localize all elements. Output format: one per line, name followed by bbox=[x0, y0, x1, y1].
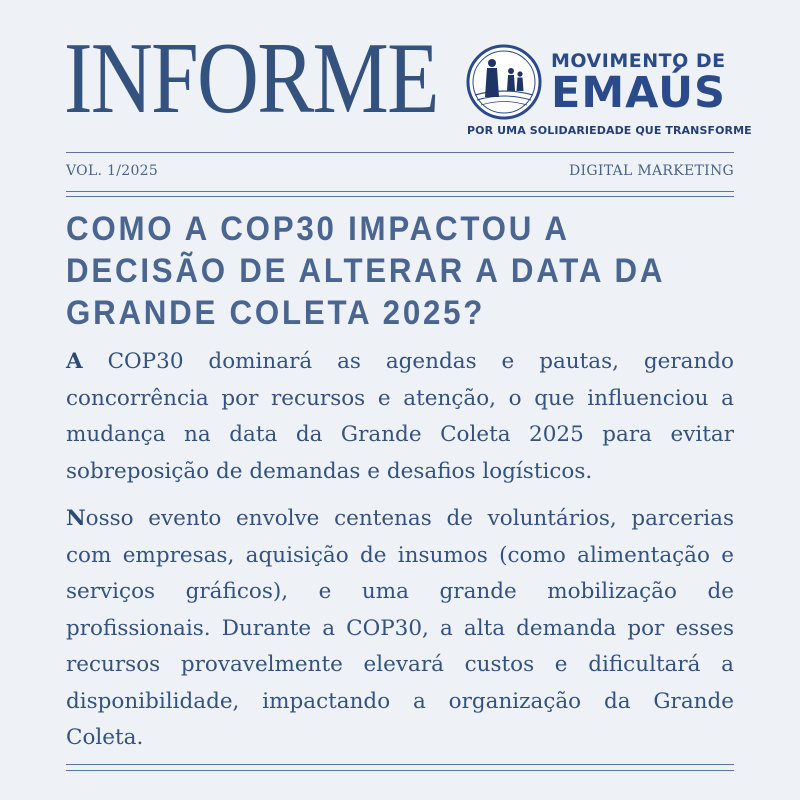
section-label: DIGITAL MARKETING bbox=[569, 163, 734, 179]
masthead-title: INFORME bbox=[64, 22, 438, 135]
top-divider bbox=[66, 152, 734, 153]
logo-tagline: POR UMA SOLIDARIEDADE QUE TRANSFORME bbox=[467, 124, 752, 137]
bottom-divider-lower bbox=[66, 770, 734, 771]
volume-label: VOL. 1/2025 bbox=[66, 163, 159, 179]
figures-emblem-icon bbox=[465, 43, 543, 121]
paragraph-1-initial: A bbox=[66, 349, 83, 374]
paragraph-2-text: osso evento envolve centenas de voluntários, parcerias com empresas, aquisição de insumos (como alimentação e serviços gráficos), e uma grande mobilização de profissionais. Durante a COP30, a alta demanda por esses recursos provavelmente elevará custos e dificultará a disponibilidade, impactando a organização da Grande Coleta. bbox=[66, 506, 734, 750]
paragraph-1-text: COP30 dominará as agendas e pautas, gerando concorrência por recursos e atenção, o que influenciou a mudança na data da Grande Coleta 2025 para evitar sobreposição de demandas e desafios logísticos. bbox=[66, 349, 734, 484]
article-paragraph-2 bbox=[66, 501, 734, 757]
logo-line2: EMAÚS bbox=[551, 68, 727, 118]
meta-divider-lower bbox=[66, 196, 734, 197]
bottom-divider-upper bbox=[66, 764, 734, 765]
meta-divider-upper bbox=[66, 191, 734, 192]
movimento-emaus-logo bbox=[465, 40, 752, 145]
article-headline: COMO A COP30 IMPACTOU A DECISÃO DE ALTERAR A DATA DA GRANDE COLETA 2025? bbox=[66, 210, 665, 332]
paragraph-2-initial: N bbox=[66, 506, 86, 531]
article-paragraph-1 bbox=[66, 344, 734, 490]
logo-line1: MOVIMENTO DE bbox=[551, 50, 726, 72]
